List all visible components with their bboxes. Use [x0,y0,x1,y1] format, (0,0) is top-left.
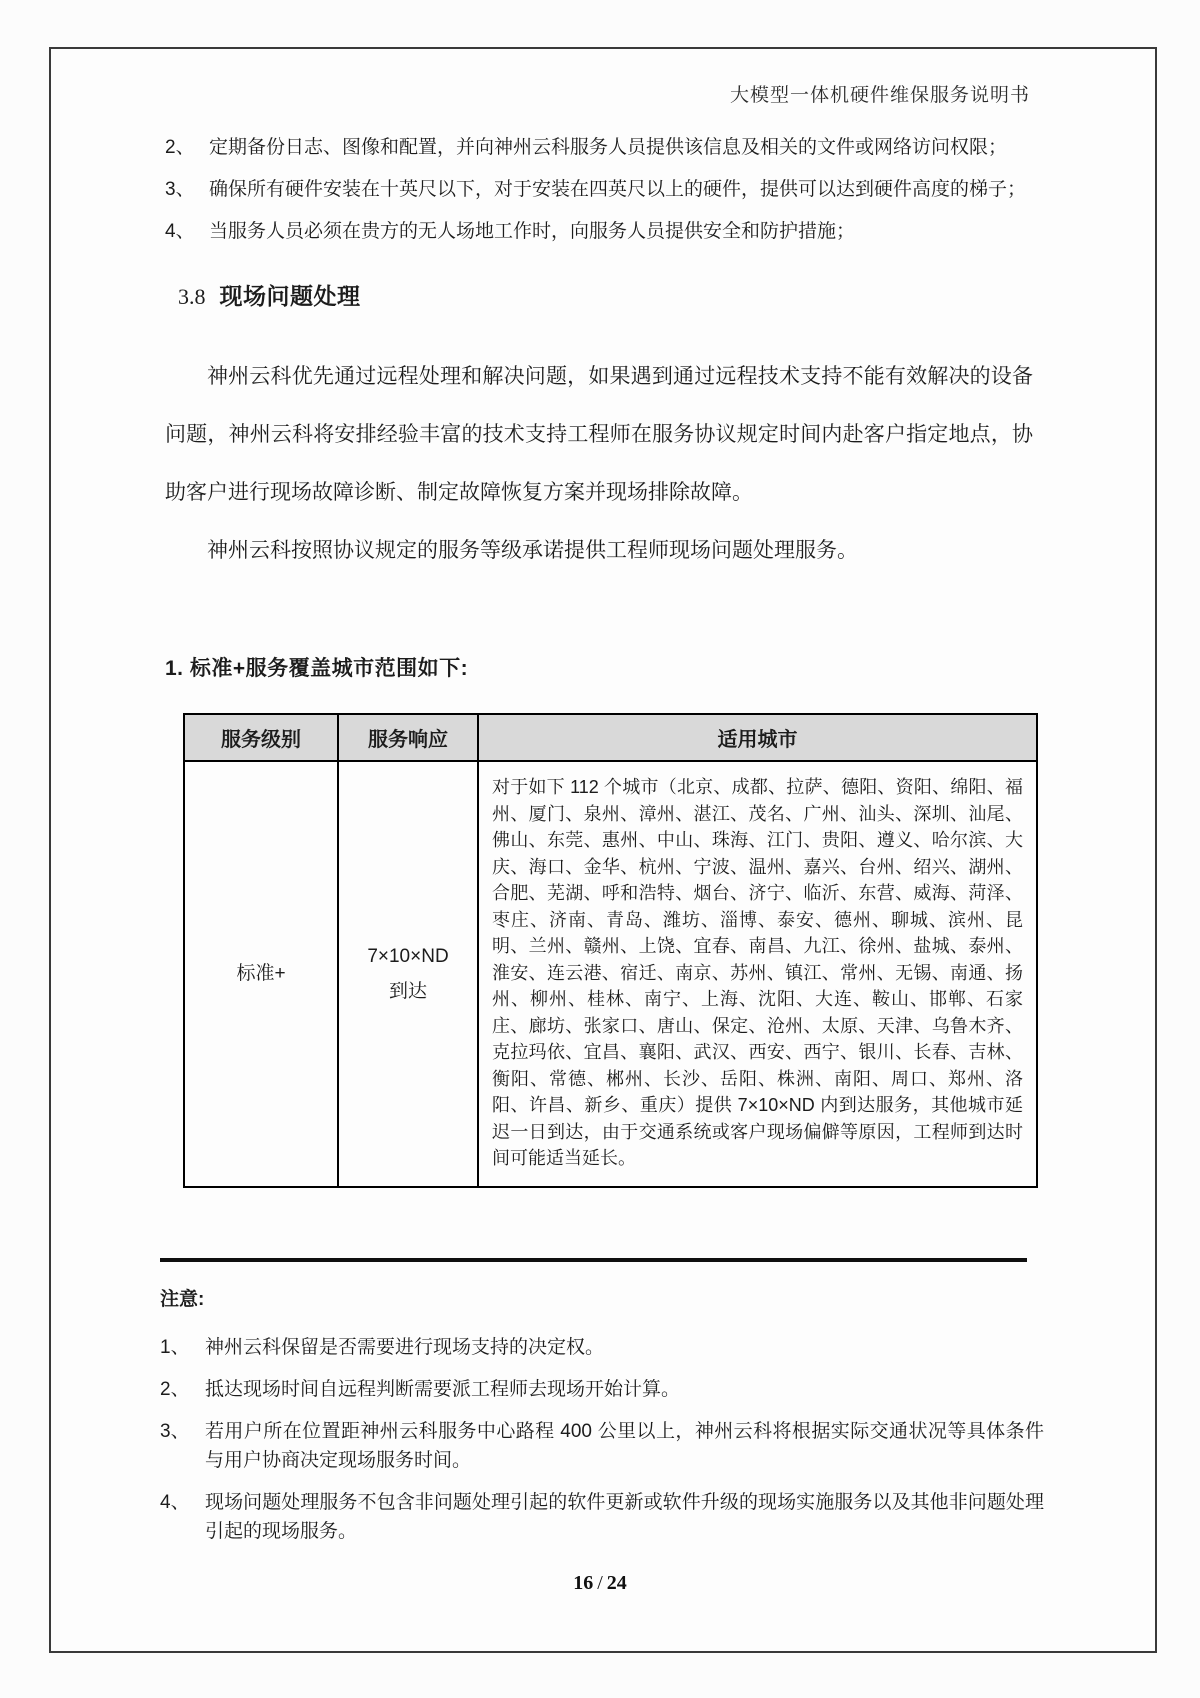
service-response-line1: 7×10×ND [367,945,449,967]
note-item [160,1488,1044,1546]
column-header-service-response: 服务响应 [338,714,478,761]
page-number-current: 16 [573,1572,594,1594]
page-number-separator: / [597,1572,603,1594]
note-item-text: 神州云科保留是否需要进行现场支持的决定权。 [205,1337,605,1358]
list-item-text: 定期备份日志、图像和配置，并向神州云科服务人员提供该信息及相关的文件或网络访问权限； [209,137,1008,158]
note-item [160,1333,1044,1362]
list-item-text: 当服务人员必须在贵方的无人场地工作时，向服务人员提供安全和防护措施； [209,221,856,242]
note-item-text: 若用户所在位置距神州云科服务中心路程 400 公里以上，神州云科将根据实际交通状况等具体条件与用户协商决定现场服务时间。 [205,1421,1044,1471]
list-item-text: 确保所有硬件安装在十英尺以下，对于安装在四英尺以上的硬件，提供可以达到硬件高度的梯子； [209,179,1027,200]
paragraph: 神州云科优先通过远程处理和解决问题，如果遇到通过远程技术支持不能有效解决的设备问题，神州云科将安排经验丰富的技术支持工程师在服务协议规定时间内赴客户指定地点，协助客户进行现场故障诊断、制定故障恢复方案并现场排除故障。 [165,365,1033,504]
note-item-number: 4、 [160,1492,190,1513]
column-header-applicable-cities: 适用城市 [478,714,1037,761]
obligation-list [165,136,1045,262]
column-header-service-level: 服务级别 [184,714,338,761]
coverage-heading: 1. 标准+服务覆盖城市范围如下: [165,657,469,680]
section-number: 3.8 [178,284,206,309]
paragraph: 神州云科按照协议规定的服务等级承诺提供工程师现场问题处理服务。 [207,539,858,562]
section-title: 现场问题处理 [219,283,361,309]
note-item-number: 3、 [160,1421,190,1442]
list-item [165,136,1045,160]
document-header-title: 大模型一体机硬件维保服务说明书 [729,85,1030,106]
applicable-cities-cell: 对于如下 112 个城市（北京、成都、拉萨、德阳、资阳、绵阳、福州、厦门、泉州、漳州、湛江、茂名、广州、汕头、深圳、汕尾、佛山、东莞、惠州、中山、珠海、江门、贵阳、遵义、哈尔滨、大庆、海口、金华、杭州、宁波、温州、嘉兴、台州、绍兴、湖州、合肥、芜湖、呼和浩特、烟台、济宁、临沂、东营、威海、菏泽、枣庄、济南、青岛、潍坊、淄博、泰安、德州、聊城、滨州、昆明、兰州、赣州、上饶、宜春、南昌、九江、徐州、盐城、泰州、淮安、连云港、宿迁、南京、苏州、镇江、常州、无锡、南通、扬州、柳州、桂林、南宁、上海、沈阳、大连、鞍山、邯郸、石家庄、廊坊、张家口、唐山、保定、沧州、太原、天津、乌鲁木齐、克拉玛依、宜昌、襄阳、武汉、西安、西宁、银川、长春、吉林、衡阳、常德、郴州、长沙、岳阳、株洲、南阳、周口、郑州、洛阳、许昌、新乡、重庆）提供 7×10×ND 内到达服务，其他城市延迟一日到达，由于交通系统或客户现场偏僻等原因，工程师到达时间可能适当延长。 [478,761,1037,1187]
page-number-footer [0,1572,1200,1595]
note-item-number: 1、 [160,1337,190,1358]
note-item [160,1417,1044,1475]
notes-section [160,1284,1044,1559]
page-number-total: 24 [606,1572,627,1594]
list-item-number: 4、 [165,221,195,242]
list-item-number: 3、 [165,179,195,200]
service-level-cell: 标准+ [184,761,338,1187]
notes-label: 注意: [160,1289,205,1310]
note-item-number: 2、 [160,1379,190,1400]
section-body [165,348,1033,580]
list-item [165,220,1045,244]
note-item-text: 抵达现场时间自远程判断需要派工程师去现场开始计算。 [205,1379,681,1400]
service-response-line2: 到达 [388,980,427,1002]
note-item [160,1375,1044,1404]
section-heading [178,278,361,311]
note-item-text: 现场问题处理服务不包含非问题处理引起的软件更新或软件升级的现场实施服务以及其他非问题处理引起的现场服务。 [205,1492,1044,1542]
service-response-cell [338,761,478,1187]
notes-divider-rule [160,1258,1027,1262]
list-item [165,178,1045,202]
table-header-row [184,714,1037,761]
service-coverage-table [183,713,1038,1188]
list-item-number: 2、 [165,137,195,158]
table-row [184,761,1037,1187]
